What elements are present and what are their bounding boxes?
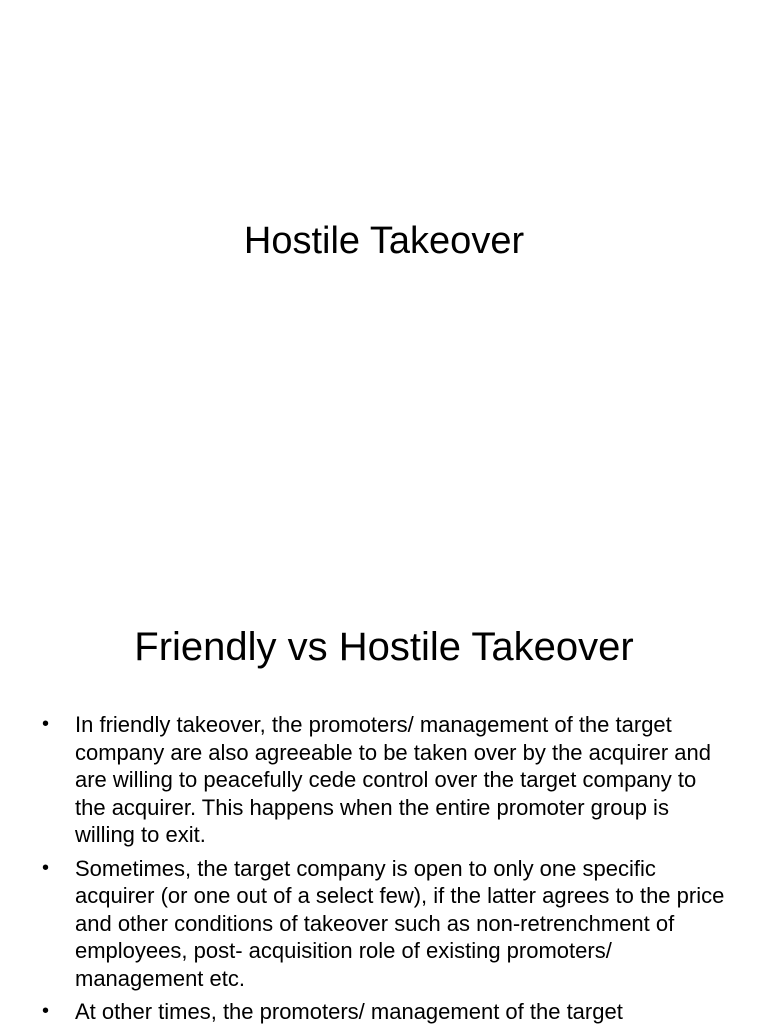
bullet-list [40, 711, 730, 1024]
slide-1-title: Hostile Takeover [243, 220, 525, 262]
bullet-item [40, 855, 730, 993]
bullet-text: In friendly takeover, the promoters/ management of the target company are also agreeable to be taken over by the acquirer and are willing to peacefully cede control over the target company to the acquirer. This happens when the entire promoter group is willing to exit. [75, 712, 711, 847]
bullet-icon: • [42, 713, 50, 735]
bullet-text: At other times, the promoters/ management of the target [75, 999, 623, 1024]
bullet-text: Sometimes, the target company is open to only one specific acquirer (or one out of a select few), if the latter agrees to the price and other conditions of takeover such as non-retrenchment of employees, post- acquisition role of existing promoters/ management etc. [75, 855, 725, 991]
slide-2-title: Friendly vs Hostile Takeover [134, 625, 634, 669]
bullet-item [40, 998, 730, 1024]
bullet-icon: • [42, 856, 50, 879]
bullet-icon: • [42, 1000, 50, 1022]
slide-friendly-vs-hostile [0, 578, 768, 1024]
bullet-item [40, 711, 730, 849]
